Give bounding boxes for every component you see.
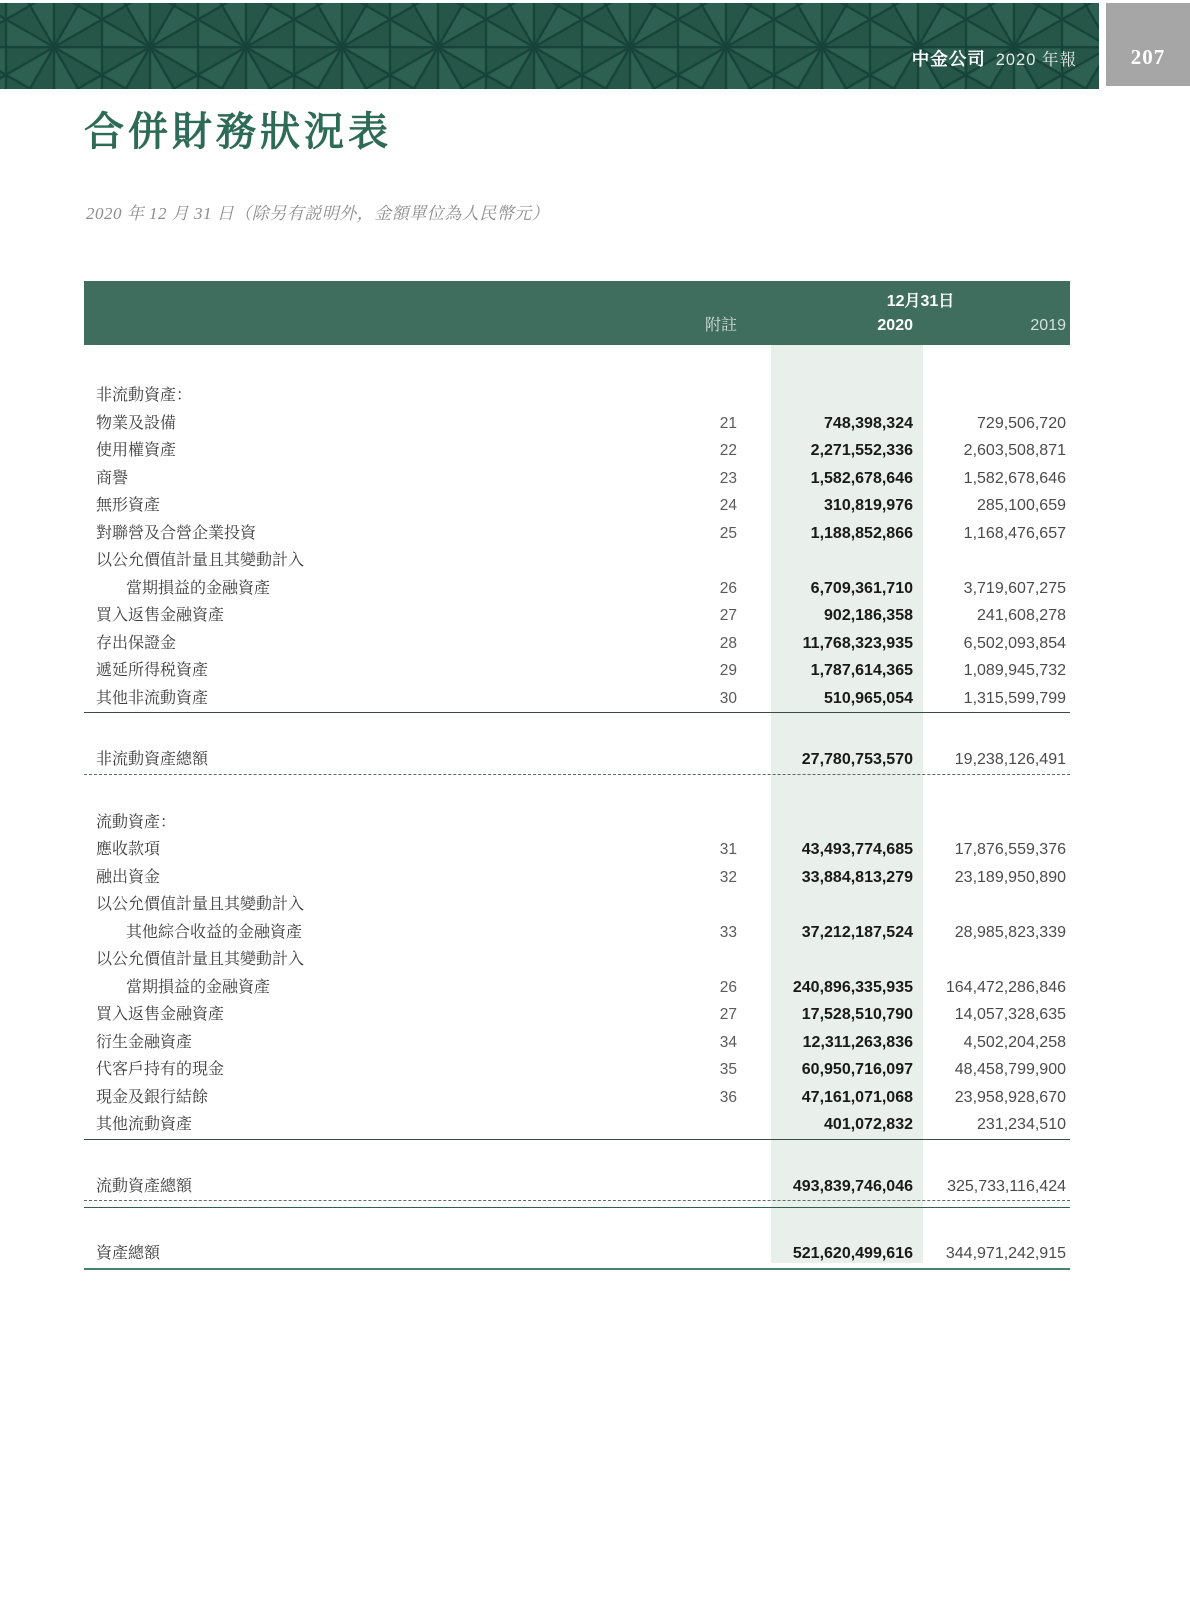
row-note [657,746,737,774]
row-gap [737,1111,771,1139]
row-gap [737,1173,771,1201]
header-2019-label: 2019 [1030,317,1066,334]
row-value-2020: 17,528,510,790 [801,1006,913,1023]
row-gap [737,809,771,837]
row-note: 22 [719,442,737,459]
row-note [657,1240,737,1268]
row-label: 對聯營及合營企業投資 [96,524,257,542]
row-note [657,547,737,575]
row-note [657,1111,737,1139]
header-note-label: 附註 [704,317,737,334]
row-label: 無形資產 [96,497,161,514]
row-gap [737,836,771,864]
row-label: 買入返售金融資產 [96,607,225,624]
row-value-2019: 729,506,720 [977,414,1066,432]
row-value-2020 [771,891,923,919]
row-value-2020: 510,965,054 [824,689,913,707]
table-row [84,1001,1070,1029]
row-gap [737,1084,771,1112]
table-row [84,382,1070,410]
row-value-2020 [771,809,923,837]
row-note: 36 [719,1088,737,1106]
row-note: 21 [719,414,737,432]
row-value-2019: 285,100,659 [977,497,1066,514]
row-label: 以公允價值計量且其變動計入 [96,552,305,569]
row-gap [737,492,771,520]
row-gap [737,946,771,974]
row-label: 當期損益的金融資產 [126,579,271,597]
row-value-2019: 1,315,599,799 [963,689,1066,707]
row-note: 27 [719,607,737,624]
table-row [84,547,1070,575]
row-value-2020 [771,382,923,410]
row-value-2020: 37,212,187,524 [801,923,913,941]
page-subtitle: 2020 年 12 月 31 日（除另有説明外，金額單位為人民幣元） [86,204,550,223]
row-label: 流動資產總額 [96,1177,193,1195]
row-value-2019: 19,238,126,491 [954,751,1066,768]
table-row [84,974,1070,1002]
table-row [84,602,1070,630]
row-label: 融出資金 [96,868,161,886]
row-value-2019: 325,733,116,424 [947,1177,1066,1195]
row-gap [737,1056,771,1084]
row-label: 其他非流動資產 [96,689,209,707]
row-note: 25 [719,524,737,542]
row-label: 其他綜合收益的金融資產 [126,923,303,941]
row-note: 27 [719,1006,737,1023]
table-row [84,437,1070,465]
row-gap [737,864,771,892]
page-number: 207 [1130,45,1166,69]
table-row [84,465,1070,493]
row-value-2020: 521,620,499,616 [792,1245,913,1262]
row-note: 34 [719,1033,737,1051]
row-gap [737,520,771,548]
row-value-2020: 240,896,335,935 [792,978,913,996]
row-note: 26 [719,579,737,597]
row-label: 其他流動資產 [96,1116,193,1133]
page-number-box [1106,3,1190,86]
table-row [84,809,1070,837]
row-label: 應收款項 [96,841,161,858]
banner-text [912,3,1077,89]
row-gap [737,575,771,603]
row-label: 代客戶持有的現金 [96,1061,225,1078]
row-value-2019: 231,234,510 [977,1116,1066,1133]
row-label: 物業及設備 [96,414,177,432]
row-value-2019: 344,971,242,915 [945,1245,1066,1262]
row-value-2019: 23,189,950,890 [954,868,1066,886]
table-row [84,657,1070,685]
row-value-2019: 2,603,508,871 [963,442,1066,459]
row-value-2020: 902,186,358 [824,607,913,624]
row-value-2019 [923,946,1070,974]
row-label: 買入返售金融資產 [96,1006,225,1023]
row-value-2019 [923,809,1070,837]
row-label: 遞延所得税資產 [96,662,209,679]
header-date-label: 12月31日 [886,293,955,310]
row-value-2020: 43,493,774,685 [801,841,913,858]
row-note: 28 [719,634,737,652]
table-row [84,520,1070,548]
row-label: 資產總額 [96,1245,161,1262]
row-value-2019: 14,057,328,635 [954,1006,1066,1023]
row-gap [737,1001,771,1029]
row-value-2020: 12,311,263,836 [802,1033,913,1051]
table-row [84,746,1070,775]
row-value-2019: 164,472,286,846 [945,978,1066,996]
row-gap [737,746,771,774]
table-row [84,1111,1070,1140]
row-label: 非流動資產： [96,387,193,404]
row-gap [737,657,771,685]
table-row [84,685,1070,714]
total-double-rule [84,1201,1070,1208]
row-value-2020: 11,768,323,935 [802,634,913,652]
row-value-2019: 6,502,093,854 [963,634,1066,652]
row-gap [737,1240,771,1268]
banner-company: 中金公司 [911,48,986,69]
banner-report-year: 2020 年報 [995,51,1077,69]
row-note: 31 [719,841,737,858]
row-note: 33 [719,923,737,941]
row-note: 24 [719,497,737,514]
row-gap [737,410,771,438]
row-value-2020: 401,072,832 [824,1116,913,1133]
row-label: 以公允價值計量且其變動計入 [96,951,305,968]
row-gap [737,685,771,713]
table-row [84,1029,1070,1057]
row-value-2020: 1,582,678,646 [810,469,913,487]
header-2020-label: 2020 [877,317,913,334]
table-row [84,410,1070,438]
row-value-2019: 4,502,204,258 [963,1033,1066,1051]
row-gap [737,974,771,1002]
table-row [84,1240,1070,1270]
row-note [657,1173,737,1201]
row-value-2019 [923,891,1070,919]
row-label: 以公允價值計量且其變動計入 [96,896,305,913]
row-value-2019: 1,582,678,646 [963,469,1066,487]
row-note [657,382,737,410]
row-label: 當期損益的金融資產 [126,978,271,996]
table-row [84,836,1070,864]
row-gap [737,630,771,658]
table-row [84,1056,1070,1084]
row-gap [737,465,771,493]
table-row [84,919,1070,947]
table-row [84,864,1070,892]
page-title: 合併財務狀況表 [84,109,392,154]
table-row [84,891,1070,919]
row-label: 非流動資產總額 [96,751,209,768]
row-label: 衍生金融資產 [96,1033,193,1051]
row-gap [737,891,771,919]
row-label: 商譽 [96,469,129,487]
row-value-2020: 310,819,976 [824,497,913,514]
row-gap [737,437,771,465]
row-note: 26 [719,978,737,996]
row-value-2019 [923,547,1070,575]
row-gap [737,382,771,410]
table-header [84,281,1070,345]
row-value-2020: 27,780,753,570 [801,751,913,768]
row-value-2020 [771,547,923,575]
row-value-2020: 493,839,746,046 [792,1177,913,1195]
banner [0,3,1099,89]
table-body [84,382,1070,1270]
row-value-2020: 1,787,614,365 [810,662,913,679]
row-note [657,809,737,837]
row-gap [737,602,771,630]
row-value-2020: 6,709,361,710 [810,579,913,597]
row-note [657,891,737,919]
row-gap [737,547,771,575]
financial-table [84,281,1070,1270]
row-note: 23 [719,469,737,487]
row-value-2019: 1,089,945,732 [963,662,1066,679]
row-gap [737,919,771,947]
row-value-2019: 17,876,559,376 [954,841,1066,858]
table-row [84,1084,1070,1112]
row-value-2020 [771,946,923,974]
row-label: 使用權資產 [96,442,177,459]
row-value-2020: 1,188,852,866 [810,524,913,542]
row-gap [737,1029,771,1057]
row-value-2019 [923,382,1070,410]
row-note: 29 [719,662,737,679]
row-label: 存出保證金 [96,634,177,652]
row-value-2019: 1,168,476,657 [963,524,1066,542]
row-value-2019: 48,458,799,900 [954,1061,1066,1078]
row-note: 35 [719,1061,737,1078]
row-note [657,946,737,974]
row-value-2020: 33,884,813,279 [801,868,913,886]
table-row [84,630,1070,658]
table-row [84,492,1070,520]
table-row [84,1173,1070,1202]
table-row [84,575,1070,603]
row-value-2019: 241,608,278 [977,607,1066,624]
row-value-2020: 748,398,324 [824,414,913,432]
row-value-2020: 60,950,716,097 [801,1061,913,1078]
row-value-2020: 47,161,071,068 [801,1088,913,1106]
row-note: 32 [719,868,737,886]
row-label: 流動資產： [96,813,177,831]
row-value-2019: 28,985,823,339 [954,923,1066,941]
row-value-2019: 23,958,928,670 [954,1088,1066,1106]
row-note: 30 [719,689,737,707]
table-row [84,946,1070,974]
row-value-2020: 2,271,552,336 [810,442,913,459]
row-value-2019: 3,719,607,275 [963,579,1066,597]
row-label: 現金及銀行結餘 [96,1088,209,1106]
